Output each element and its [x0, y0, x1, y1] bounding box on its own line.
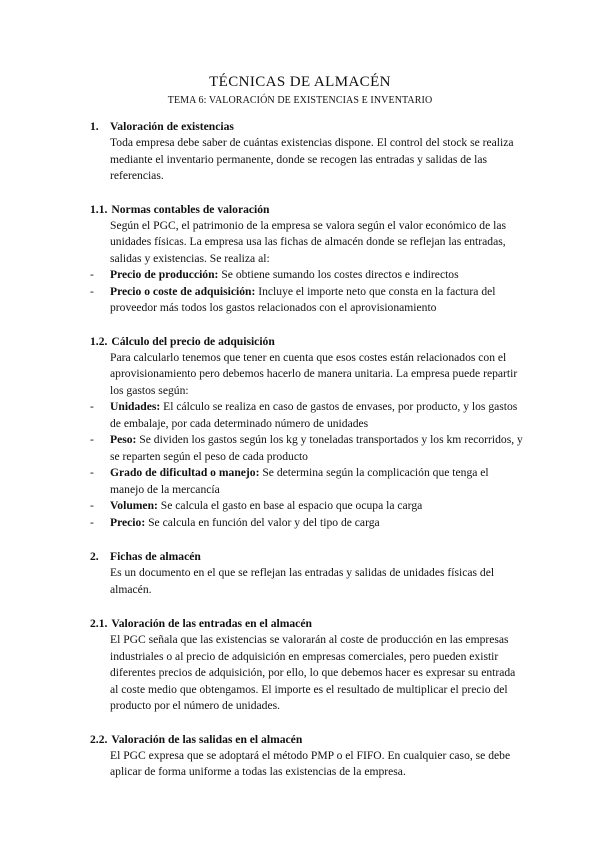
list-item [90, 515, 524, 532]
list-dash: - [90, 515, 94, 529]
section-1 [90, 119, 524, 185]
section-1-2 [90, 334, 524, 532]
list-item [90, 399, 524, 432]
list-text: Se calcula el gasto en base al espacio que ocupa la carga [157, 499, 423, 512]
document-body [90, 119, 524, 781]
section-title: Valoración de las salidas en el almacén [111, 732, 303, 746]
section-heading [90, 732, 524, 748]
list-item [90, 267, 524, 284]
list-term: Grado de dificultad o manejo: [110, 466, 260, 479]
list-term: Unidades: [110, 400, 161, 413]
section-paragraph: Para calcularlo tenemos que tener en cuenta que esos costes están relacionados con el aprovisionamiento pero debemos hacerlo de manera unitaria. La empresa puede repartir los gastos según: [110, 350, 518, 397]
section-1-1 [90, 202, 524, 317]
section-number: 1.1. [90, 202, 108, 216]
list-item [90, 465, 524, 498]
list-text: Se dividen los gastos según los kg y toneladas transportados y los km recorridos, y se reparten según el peso de cada producto [110, 433, 523, 463]
list-dash: - [90, 268, 94, 281]
section-title: Valoración de las entradas en el almacén [111, 617, 312, 630]
section-number: 2.2. [90, 732, 108, 746]
list-item [90, 432, 524, 465]
list-text: El cálculo se realiza en caso de gastos de envases, por producto, y los gastos de embalaje, por cada determinado número de unidades [110, 400, 518, 430]
list-text: Se determina según la complicación que tenga el manejo de la mercancía [110, 466, 489, 496]
section-number: 1.2. [90, 334, 108, 348]
list-item [90, 498, 524, 515]
section-number: 1. [90, 120, 99, 133]
list-dash: - [90, 499, 94, 512]
section-heading [90, 334, 524, 350]
section-heading [90, 616, 524, 632]
section-paragraph: Es un documento en el que se reflejan las entradas y salidas de unidades físicas del almacén. [110, 566, 495, 596]
section-heading [90, 119, 524, 135]
section-paragraph: Toda empresa debe saber de cuántas existencias dispone. El control del stock se realiza mediante el inventario permanente, donde se recogen las entradas y salidas de las referencias. [110, 136, 514, 182]
section-number: 2. [90, 550, 99, 563]
section-title: Valoración de existencias [110, 120, 234, 133]
document-header [0, 73, 600, 107]
list-item [90, 284, 524, 317]
section-number: 2.1. [90, 617, 108, 630]
document-title: TÉCNICAS DE ALMACÉN [209, 74, 391, 90]
section-2 [90, 549, 524, 598]
list-term: Precio de producción: [110, 268, 219, 281]
section-paragraph: Según el PGC, el patrimonio de la empresa se valora según el valor económico de las unidades físicas. La empresa usa las fichas de almacén donde se reflejan las entradas, salidas y existencias. Se realiza al: [110, 218, 507, 265]
section-2-1 [90, 616, 524, 715]
list-term: Volumen: [110, 499, 158, 512]
section-paragraph: El PGC señala que las existencias se valorarán al coste de producción en las empresas industriales o al precio de adquisición en empresas comerciales, pero pueden existir diferentes precios de adquisición, por ello, lo que debemos hacer es expresar su entrada al coste medio que obtengamos. El importe es el resultado de multiplicar el precio del producto por el número de unidades. [110, 633, 516, 712]
section-heading [90, 202, 524, 218]
list-text: Incluye el importe neto que consta en la factura del proveedor más todos los gastos relacionados con el aprovisionamiento [110, 284, 496, 314]
list-text: Se obtiene sumando los costes directos e indirectos [218, 268, 459, 281]
section-2-2 [90, 732, 524, 781]
section-heading [90, 549, 524, 565]
section-title: Fichas de almacén [110, 550, 201, 563]
list-dash: - [90, 400, 94, 413]
list-dash: - [90, 433, 94, 446]
list-term: Precio: [110, 515, 146, 529]
section-title: Cálculo del precio de adquisición [111, 334, 275, 348]
document-subtitle: TEMA 6: VALORACIÓN DE EXISTENCIAS E INVENTARIO [167, 95, 433, 106]
list-text: Se calcula en función del valor y del tipo de carga [145, 515, 380, 529]
list-term: Peso: [110, 433, 137, 446]
section-paragraph: El PGC expresa que se adoptará el método PMP o el FIFO. En cualquier caso, se debe aplicar de forma uniforme a todas las existencias de la empresa. [110, 748, 511, 778]
section-title: Normas contables de valoración [111, 202, 270, 216]
list-term: Precio o coste de adquisición: [110, 284, 256, 298]
list-dash: - [90, 284, 94, 298]
list-dash: - [90, 466, 94, 479]
